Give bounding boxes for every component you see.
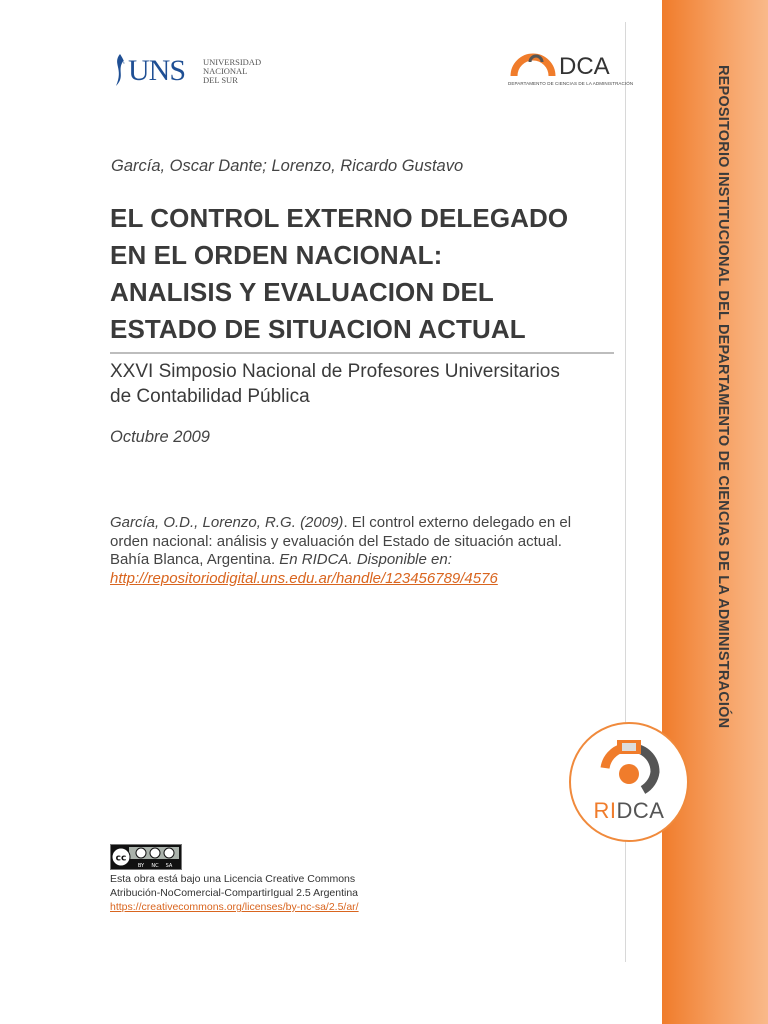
- uns-logo: [108, 50, 268, 90]
- document-authors: García, Oscar Dante; Lorenzo, Ricardo Gustavo: [111, 157, 464, 175]
- event-name: [110, 359, 620, 409]
- title-line: ANALISIS Y EVALUACION DEL: [110, 277, 494, 307]
- citation-title-start: . El control externo delegado en el: [343, 514, 572, 531]
- repository-link[interactable]: http://repositoriodigital.uns.edu.ar/handle/123456789/4576: [110, 569, 498, 587]
- license-line: Esta obra está bajo una Licencia Creative Commons: [110, 873, 356, 885]
- sidebar-vertical-text: REPOSITORIO INSTITUCIONAL DEL DEPARTAMENTO DE CIENCIAS DE LA ADMINISTRACIÓN: [715, 65, 731, 729]
- uns-line: NACIONAL: [203, 66, 248, 76]
- title-line: ESTADO DE SITUACION ACTUAL: [110, 314, 526, 344]
- dca-arc-icon: [510, 52, 556, 80]
- license-link[interactable]: https://creativecommons.org/licenses/by-nc-sa/2.5/ar/: [110, 901, 359, 913]
- citation-place: Bahía Blanca, Argentina.: [110, 551, 280, 568]
- citation-authors: García, O.D., Lorenzo, R.G. (2009): [110, 514, 344, 531]
- dca-logo: [508, 50, 634, 90]
- citation-line: [110, 551, 620, 570]
- title-divider: [110, 352, 614, 354]
- cc-sa-label: SA: [165, 863, 173, 869]
- citation-availability: En RIDCA. Disponible en:: [279, 551, 452, 568]
- event-line: de Contabilidad Pública: [110, 386, 310, 407]
- citation-line: [110, 514, 620, 533]
- uns-line: DEL SUR: [203, 75, 238, 85]
- cc-by-label: BY: [137, 863, 145, 869]
- ridca-wordmark: [571, 798, 687, 824]
- ridca-logo: [569, 722, 689, 842]
- document-title: [110, 200, 630, 348]
- svg-text:cc: cc: [115, 853, 127, 864]
- dca-abbr: DCA: [559, 53, 610, 80]
- citation-line: [110, 570, 620, 589]
- ridca-suffix: DCA: [616, 798, 665, 823]
- uns-flame-icon: [108, 52, 130, 88]
- title-line: EN EL ORDEN NACIONAL:: [110, 240, 443, 270]
- event-line: XXVI Simposio Nacional de Profesores Universitarios: [110, 361, 560, 382]
- license-text: [110, 872, 359, 914]
- ridca-prefix: RI: [593, 798, 617, 823]
- citation-line: orden nacional: análisis y evaluación del Estado de situación actual.: [110, 532, 562, 550]
- cc-icon: [111, 845, 181, 869]
- uns-line: UNIVERSIDAD: [203, 57, 262, 67]
- document-date: Octubre 2009: [110, 428, 210, 446]
- citation-block: [110, 514, 620, 588]
- cc-nc-label: NC: [151, 863, 159, 869]
- license-line: Atribución-NoComercial-CompartirIgual 2.5 Argentina: [110, 887, 359, 899]
- license-line: [110, 900, 359, 914]
- uns-abbr: UNS: [128, 54, 186, 87]
- title-line: EL CONTROL EXTERNO DELEGADO: [110, 203, 569, 233]
- dca-fullname: DEPARTAMENTO DE CIENCIAS DE LA ADMINISTRACIÓN: [508, 81, 634, 86]
- uns-fullname: [203, 58, 261, 85]
- cc-license-badge[interactable]: [110, 844, 182, 870]
